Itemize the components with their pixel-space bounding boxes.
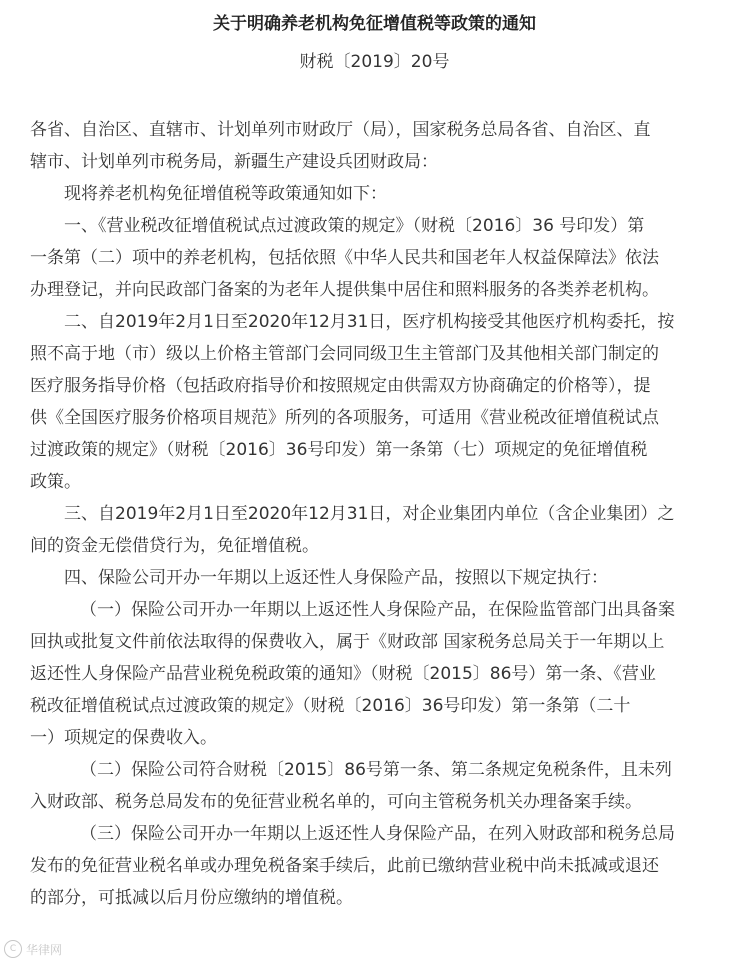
paragraph-line: （三）保险公司开办一年期以上返还性人身保险产品，在列入财政部和税务总局	[80, 824, 675, 844]
watermark-logo-icon: C	[4, 940, 22, 958]
paragraph-line: 供《全国医疗服务价格项目规范》所列的各项服务，可适用《营业税改征增值税试点	[30, 408, 659, 428]
paragraph-line: 三、自2019年2月1日至2020年12月31日，对企业集团内单位（含企业集团）之	[64, 504, 675, 524]
paragraph-line: 医疗服务指导价格（包括政府指导价和按照规定由供需双方协商确定的价格等），提	[30, 376, 651, 396]
paragraph-line: 一）项规定的保费收入。	[30, 728, 217, 748]
watermark-text: 华律网	[26, 942, 63, 957]
paragraph-line: 四、保险公司开办一年期以上返还性人身保险产品，按照以下规定执行：	[64, 568, 608, 588]
paragraph-line: （二）保险公司符合财税〔2015〕86号第一条、第二条规定免税条件，且未列	[80, 760, 672, 780]
paragraph-line: 过渡政策的规定》（财税〔2016〕36号印发）第一条第（七）项规定的免征增值税	[30, 440, 648, 460]
paragraph-line: 辖市、计划单列市税务局，新疆生产建设兵团财政局：	[30, 152, 438, 172]
document-number: 财税〔2019〕20号	[299, 52, 450, 72]
paragraph-line: 办理登记，并向民政部门备案的为老年人提供集中居住和照料服务的各类养老机构。	[30, 280, 659, 300]
paragraph-line: 税改征增值税试点过渡政策的规定》（财税〔2016〕36号印发）第一条第（二十	[30, 696, 631, 716]
paragraph-line: 返还性人身保险产品营业税免税政策的通知》（财税〔2015〕86号）第一条、《营业	[30, 664, 656, 684]
watermark	[4, 938, 62, 960]
paragraph-line: 照不高于地（市）级以上价格主管部门会同同级卫生主管部门及其他相关部门制定的	[30, 344, 659, 364]
paragraph-line: 现将养老机构免征增值税等政策通知如下：	[64, 184, 387, 204]
document-body	[30, 114, 714, 914]
paragraph-line: 入财政部、税务总局发布的免征营业税名单的，可向主管税务机关办理备案手续。	[30, 792, 642, 812]
paragraph-line: 政策。	[30, 472, 81, 492]
paragraph-line: 各省、自治区、直辖市、计划单列市财政厅（局），国家税务总局各省、自治区、直	[30, 120, 651, 140]
paragraph-line: 二、自2019年2月1日至2020年12月31日，医疗机构接受其他医疗机构委托，按	[64, 312, 675, 332]
paragraph-line: 的部分，可抵减以后月份应缴纳的增值税。	[30, 888, 353, 908]
paragraph-line: 间的资金无偿借贷行为，免征增值税。	[30, 536, 319, 556]
paragraph-line: 发布的免征营业税名单或办理免税备案手续后，此前已缴纳营业税中尚未抵减或退还	[30, 856, 659, 876]
paragraph-line: （一）保险公司开办一年期以上返还性人身保险产品，在保险监管部门出具备案	[80, 600, 675, 620]
paragraph-line: 一条第（二）项中的养老机构，包括依照《中华人民共和国老年人权益保障法》依法	[30, 248, 659, 268]
paragraph-line: 一、《营业税改征增值税试点过渡政策的规定》（财税〔2016〕36 号印发）第	[64, 216, 645, 236]
paragraph-line: 回执或批复文件前依法取得的保费收入，属于《财政部 国家税务总局关于一年期以上	[30, 632, 665, 652]
document-title: 关于明确养老机构免征增值税等政策的通知	[213, 14, 536, 34]
